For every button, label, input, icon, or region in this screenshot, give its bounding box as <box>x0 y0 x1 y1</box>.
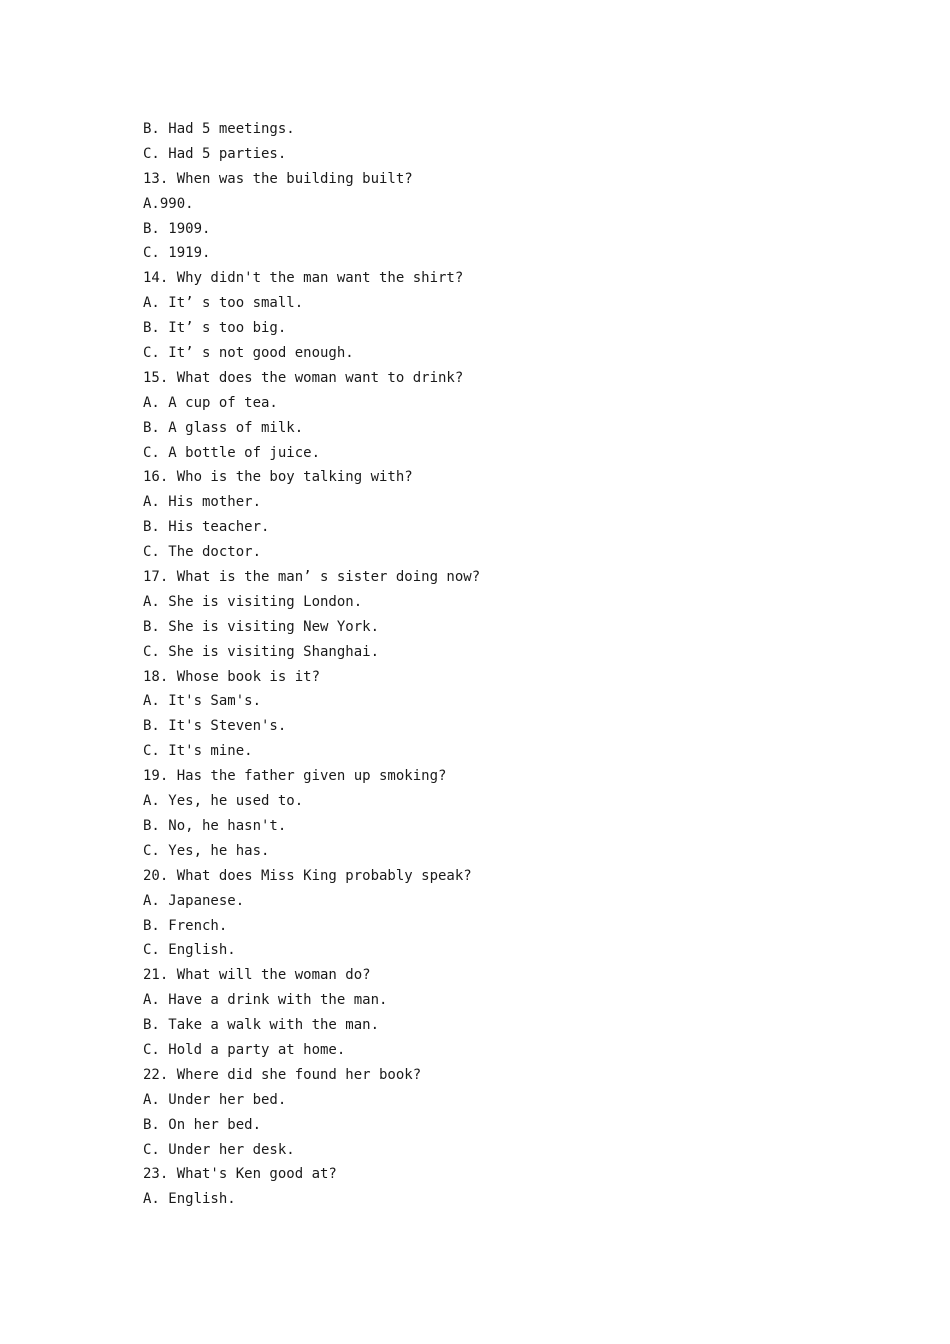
option-line: C. The doctor. <box>143 544 262 561</box>
question-line: 14. Why didn't the man want the shirt? <box>143 270 464 287</box>
option-line: A. She is visiting London. <box>143 593 363 610</box>
option-line: A. Under her bed. <box>143 1091 287 1108</box>
option-line: B. A glass of milk. <box>143 419 304 436</box>
option-line: A. A cup of tea. <box>143 394 278 411</box>
question-line: 21. What will the woman do? <box>143 967 371 984</box>
option-line: C. English. <box>143 942 236 959</box>
option-line: A. It’ s too small. <box>143 295 304 312</box>
option-line: C. It's mine. <box>143 743 253 760</box>
option-line: B. French. <box>143 917 228 934</box>
option-line: A. English. <box>143 1191 236 1208</box>
option-line: B. On her bed. <box>143 1116 262 1133</box>
option-line: C. Had 5 parties. <box>143 145 287 162</box>
option-line: A. It's Sam's. <box>143 693 262 710</box>
question-line: 19. Has the father given up smoking? <box>143 768 447 785</box>
question-line: 17. What is the man’ s sister doing now? <box>143 569 481 586</box>
question-line: 23. What's Ken good at? <box>143 1166 337 1183</box>
option-line: A.990. <box>143 195 194 212</box>
option-line: C. 1919. <box>143 245 211 262</box>
question-line: 20. What does Miss King probably speak? <box>143 867 472 884</box>
option-line: A. Yes, he used to. <box>143 793 304 810</box>
option-line: B. No, he hasn't. <box>143 817 287 834</box>
option-line: C. A bottle of juice. <box>143 444 321 461</box>
option-line: A. Japanese. <box>143 892 245 909</box>
option-line: B. Take a walk with the man. <box>143 1017 380 1034</box>
question-list <box>143 117 843 1212</box>
option-line: B. His teacher. <box>143 519 270 536</box>
question-line: 15. What does the woman want to drink? <box>143 369 464 386</box>
option-line: C. Yes, he has. <box>143 842 270 859</box>
option-line: C. She is visiting Shanghai. <box>143 643 380 660</box>
option-line: C. Under her desk. <box>143 1141 295 1158</box>
option-line: A. Have a drink with the man. <box>143 992 388 1009</box>
question-line: 13. When was the building built? <box>143 170 413 187</box>
question-line: 22. Where did she found her book? <box>143 1066 422 1083</box>
option-line: B. 1909. <box>143 220 211 237</box>
option-line: A. His mother. <box>143 494 262 511</box>
option-line: B. She is visiting New York. <box>143 618 380 635</box>
option-line: B. Had 5 meetings. <box>143 121 295 137</box>
option-line: B. It's Steven's. <box>143 718 287 735</box>
question-line: 16. Who is the boy talking with? <box>143 469 413 486</box>
option-line: C. Hold a party at home. <box>143 1041 346 1058</box>
option-line: C. It’ s not good enough. <box>143 345 354 362</box>
option-line: B. It’ s too big. <box>143 320 287 337</box>
question-line: 18. Whose book is it? <box>143 668 321 685</box>
